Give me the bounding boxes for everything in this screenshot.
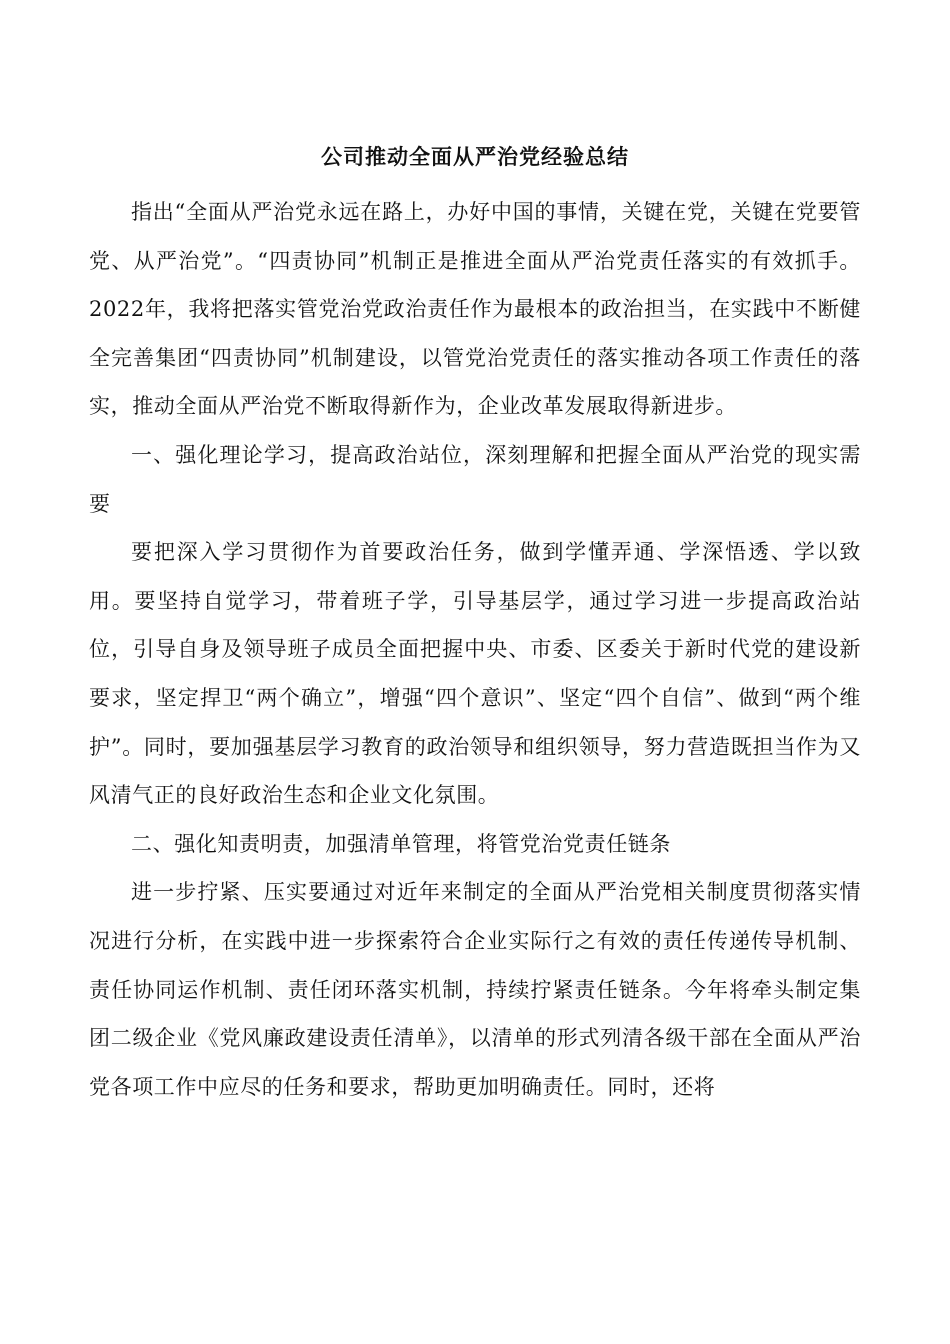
intro-paragraph: 指出“全面从严治党永远在路上，办好中国的事情，关键在党，关键在党要管党、从严治党”。“四责协同”机制正是推进全面从严治党责任落实的有效抓手。2022年，我将把落实管党治党政治责任作为最根本的政治担当，在实践中不断健全完善集团“四责协同”机制建设，以管党治党责任的落实推动各项工作责任的落实，推动全面从严治党不断取得新作为，企业改革发展取得新进步。 bbox=[89, 200, 861, 419]
document-title: 公司推动全面从严治党经验总结 bbox=[321, 144, 629, 169]
section-one-heading: 一、强化理论学习，提高政治站位，深刻理解和把握全面从严治党的现实需要 bbox=[89, 442, 861, 516]
document-body bbox=[89, 188, 861, 1111]
section-one-paragraph: 要把深入学习贯彻作为首要政治任务，做到学懂弄通、学深悟透、学以致用。要坚持自觉学习，带着班子学，引导基层学，通过学习进一步提高政治站位，引导自身及领导班子成员全面把握中央、市委、区委关于新时代党的建设新要求，坚定捍卫“两个确立”，增强“四个意识”、坚定“四个自信”、做到“两个维护”。同时，要加强基层学习教育的政治领导和组织领导，努力营造既担当作为又风清气正的良好政治生态和企业文化氛围。 bbox=[89, 540, 861, 808]
section-two-paragraph: 进一步拧紧、压实要通过对近年来制定的全面从严治党相关制度贯彻落实情况进行分析，在实践中进一步探索符合企业实际行之有效的责任传递传导机制、责任协同运作机制、责任闭环落实机制，持续拧紧责任链条。今年将牵头制定集团二级企业《党风廉政建设责任清单》，以清单的形式列清各级干部在全面从严治党各项工作中应尽的任务和要求，帮助更加明确责任。同时，还将 bbox=[89, 880, 861, 1099]
section-two-heading: 二、强化知责明责，加强清单管理，将管党治党责任链条 bbox=[131, 831, 671, 856]
